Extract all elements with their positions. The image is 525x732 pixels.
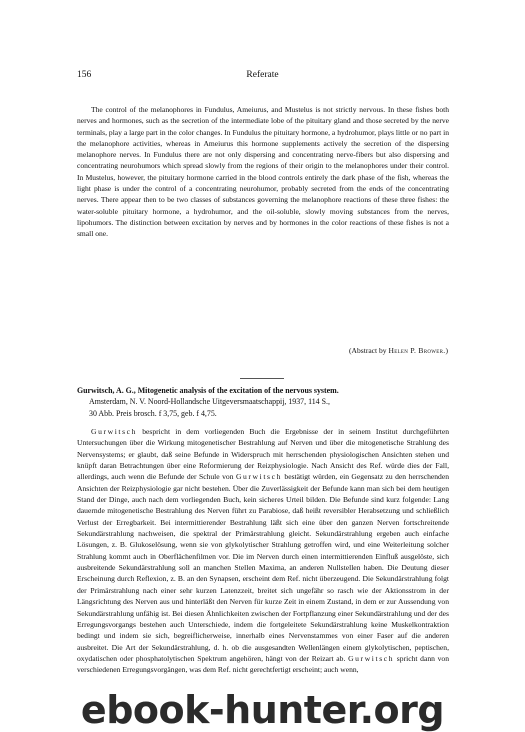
credit-prefix: (Abstract by: [349, 346, 387, 355]
credit-name: Helen P. Brower.: [388, 346, 446, 355]
review-text-part3: spricht dann von verschiedenen Erregungsvorgängen, was dem Ref. nicht gerechtfertigt erscheint; auch wenn,: [77, 653, 450, 675]
abstract-credit: [349, 346, 448, 355]
running-head: Referate: [246, 70, 279, 80]
review-heading: [77, 385, 449, 419]
review-text-part2: bestätigt würden, ein Gegensatz zu den herrschenden Ansichten der Reizphysiologie gar nicht bestehen. Über die Zuverlässigkeit der Befunde kann man sich bei dem heutigen Stand der Dinge, auch nach dem vorliegenden Buch, kein sicheres Urteil bilden. Die Befunde sind kurz folgende: Lang dauernde mitogenetische Bestrahlung des Nerven führt zu Parabiose, daß heißt reversibler Herabsetzung und schließlich Verlust der Erregbarkeit. Bei intermittierender Bestrahlung läßt sich eine über den ganzen Nerven fortschreitende Sekundärstrahlung nachweisen, die spektral der Primärstrahlung gleicht. Sekundärstrahlung ergeben auch einfache Lösungen, z. B. Glukoselösung, wenn sie von glykolytischer Strahlung getroffen wird, und eine Weiterleitung solcher Strahlung kommt auch in Oberflächenfilmen vor. Die im Nerven durch einen intermittierenden Einfluß ausgelöste, sich ausbreitende Sekundärstrahlung soll an manchen Stellen Maxima, an anderen Nullstellen haben. Die Deutung dieser Erscheinung durch Reflexion, z. B. an den Synapsen, erscheint dem Ref. nicht überzeugend. Die Sekundärstrahlung folgt der Primärstrahlung nach einer sehr kurzen Latenzzeit, breitet sich ungefähr so rasch wie der Aktionsstrom in der Längsrichtung des Nerven aus und hinterläßt den Nerven für kurze Zeit in einem Zustand, in dem er zur Aussendung von Sekundärstrahlung unfähig ist. Bei diesen Ähnlichkeiten zwischen der Fortpflanzung einer Sekundärstrahlung und der des Erregungsvorgangs bestehen auch Unterschiede, indem die fortgeleitete Sekundärstrahlung keine Muskelkontraktion bedingt und indem sie sich, begreiflicherweise, innerhalb eines Nervenstammes von einer Faser auf die anderen ausbreitet. Die Art der Sekundärstrahlung, d. h. ob die ausgesandten Wellenlängen einem glykolytischen, peptischen, oxydatischen oder phosphatolytischen Spektrum angehören, hängt von der Reizart ab.: [77, 472, 450, 663]
page-number: 156: [77, 70, 92, 80]
section-divider: [240, 378, 284, 379]
review-publisher: Amsterdam, N. V. Noord-Hollandsche Uitgeversmaatschappij, 1937, 114 S.,: [89, 397, 330, 407]
review-body: [77, 426, 449, 676]
abstract-text: The control of the melanophores in Fundulus, Ameiurus, and Mustelus is not strictly nervous. In these fishes both nerves and hormones, such as the secretion of the intermediate lobe of the pituitary gland and those secreted by the nerve terminals, play a large part in the color changes. In Fundulus the pituitary hormone, a hydrohumor, plays little or no part in the melanophore activities, whereas in Ameiurus this hormone supplements actively the secretion of the dispersing melanophore nerves. In Fundulus there are not only dispersing and concentrating nerve-fibers but also dispersing and concentrating neurohumors which spread slowly from the regions of their origin to the melanophores under their control. In Mustelus, however, the pituitary hormone carried in the blood controls entirely the dark phase of the fish, whereas the light phase is under the control of a concentrating neurohumor, probably secreted from the ends of the concentrating nerves. There appear then to be two classes of substances governing the melanophore reactions of these three fishes: the water-soluble pituitary hormone, a hydrohumor, and the oil-soluble, slowly moving substances from the nerves, lipohumors. The distinction between excitation by nerves and by hormones in the color reactions of these fishes is not a small one.: [77, 105, 449, 239]
watermark: ebook-hunter.org: [80, 688, 445, 732]
credit-suffix: ): [445, 346, 448, 355]
author-name: Gurwitsch: [91, 427, 138, 436]
review-title: Gurwitsch, A. G., Mitogenetic analysis of the excitation of the nervous system.: [77, 386, 339, 395]
author-name: Gurwitsch: [235, 472, 282, 482]
review-text-part1: bespricht in dem vorliegenden Buch die Ergebnisse der in seinem Institut durchgeführten Untersuchungen über die Wirkung mitogenetischer Bestrahlung auf Nerven und über die mitogenetische Strahlung des Nervensystems; er glaubt, daß seine Befunde in Widerspruch mit herrschenden physiologischen Ansichten stehen und knüpft daran Betrachtungen über eine Reformierung der Reizphysiologie. Nach Ansicht des Ref. würde dies der Fall, allerdings, auch wenn die Befunde der Schule von: [77, 427, 449, 482]
author-name: Gurwitsch: [348, 653, 395, 663]
review-price: 30 Abb. Preis brosch. f 3,75, geb. f 4,75.: [89, 408, 217, 418]
abstract-paragraph: [77, 104, 449, 240]
review-paragraph: [77, 426, 449, 676]
page-header: [77, 70, 448, 84]
